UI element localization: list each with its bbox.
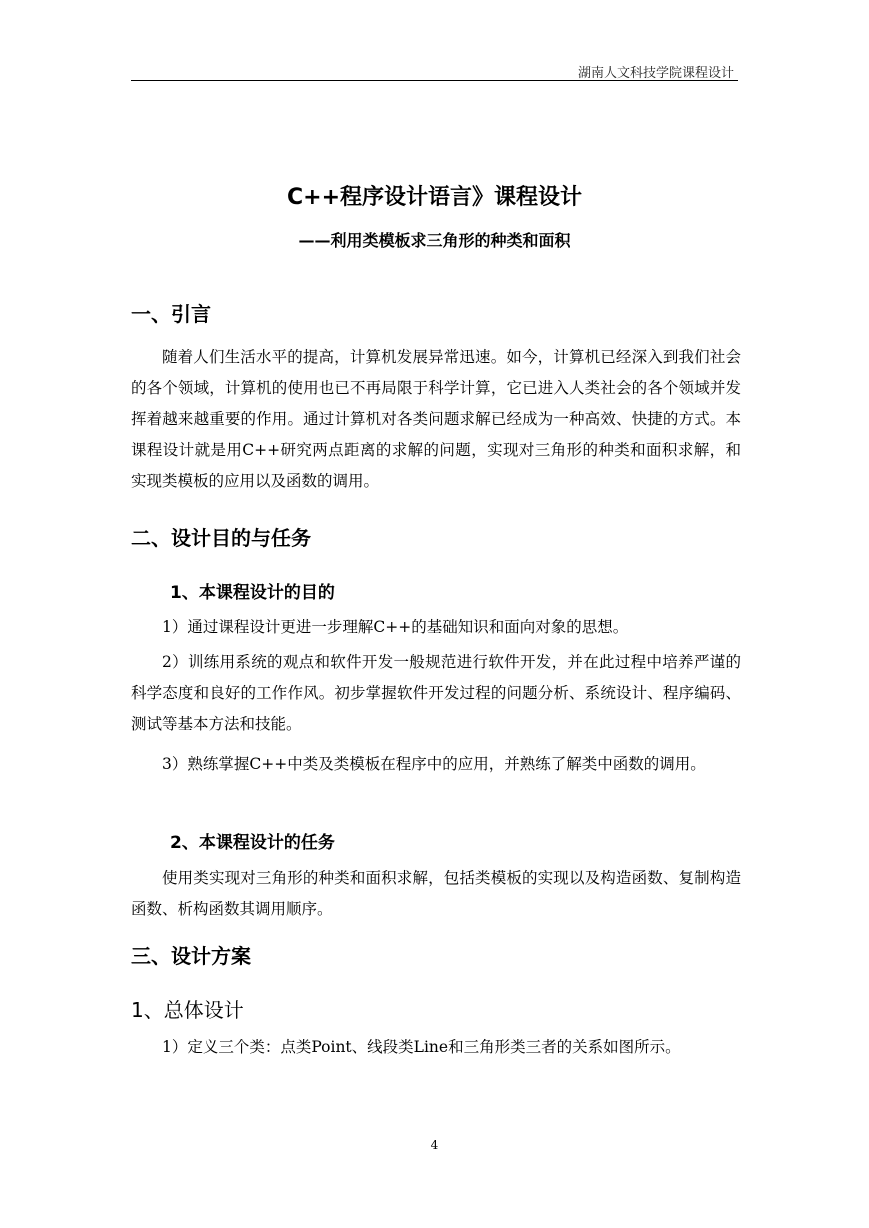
subsection-heading-purpose: 1、本课程设计的目的: [170, 583, 335, 603]
running-header: 湖南人文科技学院课程设计: [577, 66, 734, 81]
page-number: 4: [430, 1138, 439, 1152]
introduction-paragraph: 随着人们生活水平的提高，计算机发展异常迅速。如今，计算机已经深入到我们社会的各个领域，计算机的使用也已不再局限于科学计算，它已进入人类社会的各个领域并发挥着越来越重要的作用。通过计算机对各类问题求解已经成为一种高效、快捷的方式。本课程设计就是用C++研究两点距离的求解的问题，实现对三角形的种类和面积求解，和实现类模板的应用以及函数的调用。: [131, 348, 741, 490]
subsection-heading-task: 2、本课程设计的任务: [170, 833, 335, 853]
task-paragraph: 使用类实现对三角形的种类和面积求解，包括类模板的实现以及构造函数、复制构造函数、析构函数其调用顺序。: [131, 869, 741, 918]
purpose-item-2: 2）训练用系统的观点和软件开发一般规范进行软件开发，并在此过程中培养严谨的科学态度和良好的工作作风。初步掌握软件开发过程的问题分析、系统设计、程序编码、测试等基本方法和技能。: [131, 653, 741, 733]
document-title: C++程序设计语言》课程设计: [286, 185, 582, 210]
document-subtitle: ——利用类模板求三角形的种类和面积: [298, 231, 571, 250]
purpose-item-1: 1）通过课程设计更进一步理解C++的基础知识和面向对象的思想。: [162, 618, 629, 636]
section-heading-purpose-task: 二、设计目的与任务: [131, 526, 311, 550]
header-rule: [131, 80, 738, 81]
section-heading-design: 三、设计方案: [131, 944, 251, 968]
subsection-heading-overall-design: 1、总体设计: [131, 998, 244, 1022]
design-item-1: 1）定义三个类：点类Point、线段类Line和三角形类三者的关系如图所示。: [162, 1038, 681, 1056]
section-heading-introduction: 一、引言: [131, 302, 211, 326]
purpose-item-3: 3）熟练掌握C++中类及类模板在程序中的应用，并熟练了解类中函数的调用。: [162, 755, 706, 773]
